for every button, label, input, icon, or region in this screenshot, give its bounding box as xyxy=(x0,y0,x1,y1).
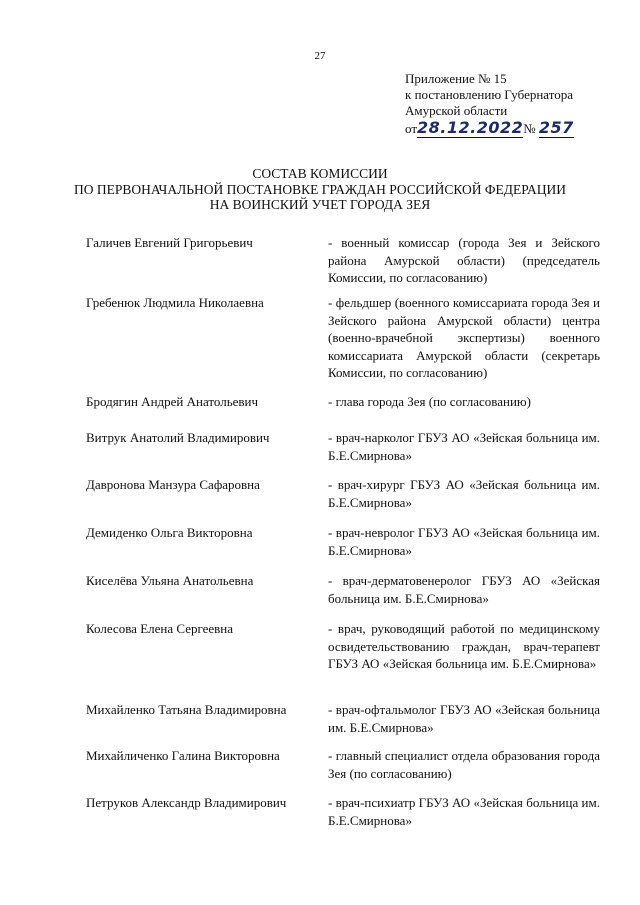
date-prefix: от xyxy=(405,121,418,136)
appendix-region: Амурской области xyxy=(405,103,508,118)
member-role: - военный комиссар (города Зея и Зейского района Амурской области) (председатель Комиссии, по согласованию) xyxy=(328,235,600,285)
member-name: Бродягин Андрей Анатольевич xyxy=(86,394,259,409)
member-role: - врач-невролог ГБУЗ АО «Зейская больница им. Б.Е.Смирнова» xyxy=(328,525,600,558)
member-name: Михайленко Татьяна Владимировна xyxy=(86,702,287,717)
title-line-2: ПО ПЕРВОНАЧАЛЬНОЙ ПОСТАНОВКЕ ГРАЖДАН РОССИЙСКОЙ ФЕДЕРАЦИИ xyxy=(73,181,567,197)
member-name: Колесова Елена Сергеевна xyxy=(86,621,234,636)
member-name: Галичев Евгений Григорьевич xyxy=(86,235,253,250)
member-role: - главный специалист отдела образования города Зея (по согласованию) xyxy=(328,748,600,781)
member-role: - врач-дерматовенеролог ГБУЗ АО «Зейская больница им. Б.Е.Смирнова» xyxy=(328,573,600,606)
member-name: Давронова Манзура Сафаровна xyxy=(86,477,260,492)
member-name: Михайличенко Галина Викторовна xyxy=(86,748,280,763)
appendix-date-line xyxy=(405,120,574,142)
handwritten-number: 257 xyxy=(538,118,574,137)
appendix-decree: к постановлению Губернатора xyxy=(405,87,574,102)
member-name: Витрук Анатолий Владимирович xyxy=(86,430,270,445)
number-prefix: № xyxy=(523,121,536,136)
member-role: - врач, руководящий работой по медицинскому освидетельствованию граждан, врач-терапевт ГБУЗ АО «Зейская больница им. Б.Е.Смирнова» xyxy=(328,621,600,671)
appendix-title: Приложение № 15 xyxy=(405,71,507,86)
member-role: - врач-хирург ГБУЗ АО «Зейская больница им. Б.Е.Смирнова» xyxy=(328,477,600,510)
member-role: - врач-психиатр ГБУЗ АО «Зейская больница им. Б.Е.Смирнова» xyxy=(328,795,600,828)
member-role: - врач-нарколог ГБУЗ АО «Зейская больница им. Б.Е.Смирнова» xyxy=(328,430,600,463)
appendix-block xyxy=(405,71,574,142)
member-role: - врач-офтальмолог ГБУЗ АО «Зейская больница им. Б.Е.Смирнова» xyxy=(328,702,600,735)
member-name: Демиденко Ольга Викторовна xyxy=(86,525,253,540)
handwritten-date: 28.12.2022 xyxy=(417,118,524,137)
member-name: Киселёва Ульяна Анатольевна xyxy=(86,573,254,588)
page-number: 27 xyxy=(314,50,326,62)
member-name: Петруков Александр Владимирович xyxy=(86,795,287,810)
title-line-3: НА ВОИНСКИЙ УЧЕТ ГОРОДА ЗЕЯ xyxy=(209,197,431,212)
member-role: - глава города Зея (по согласованию) xyxy=(328,394,531,409)
document-title xyxy=(0,166,640,213)
member-name: Гребенюк Людмила Николаевна xyxy=(86,295,264,310)
member-role: - фельдшер (военного комиссариата города Зея и Зейского района Амурской области) центра (военно-врачебной экспертизы) военного комиссариата Амурской области (секретарь Комиссии, по согласованию) xyxy=(328,295,600,380)
title-line-1: СОСТАВ КОМИССИИ xyxy=(252,166,388,181)
